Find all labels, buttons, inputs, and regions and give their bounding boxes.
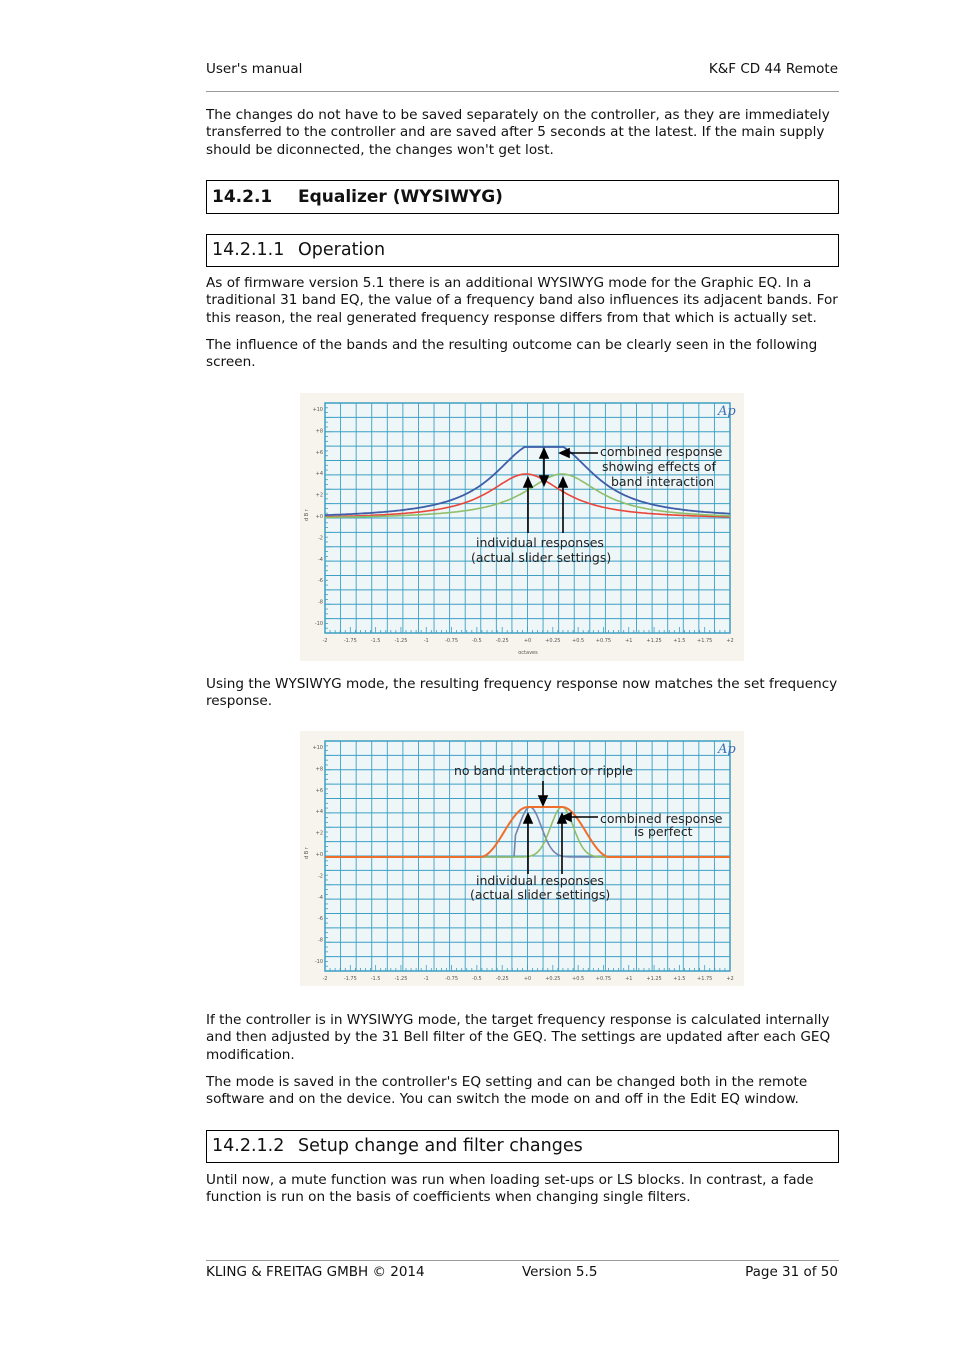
annotation-combined-line1: combined response	[600, 444, 723, 459]
x-tick-label: +0.75	[595, 638, 612, 644]
x-tick-label: -2	[322, 976, 328, 982]
subsection-title: Operation	[298, 240, 386, 260]
x-tick-label: -0.25	[495, 976, 509, 982]
x-tick-label: -0.75	[445, 976, 459, 982]
annotation-combined	[600, 444, 723, 489]
x-tick-label: +1.75	[697, 638, 713, 644]
section-heading	[206, 180, 839, 214]
subsection-number: 14.2.1.2	[212, 1136, 285, 1156]
annotation-combined-line3: band interaction	[611, 474, 715, 489]
y-tick-label: -4	[318, 894, 323, 901]
header-doc-type: User's manual	[206, 61, 303, 77]
annotation-no-interaction: no band interaction or ripple	[454, 763, 633, 778]
y-tick-label: +2	[315, 492, 323, 499]
x-tick-label: -1	[423, 976, 429, 982]
y-tick-label: +2	[315, 830, 323, 837]
x-tick-label: -1.25	[394, 638, 408, 644]
x-tick-label: +0	[523, 976, 532, 982]
footer-version: Version 5.5	[522, 1264, 598, 1280]
annotation-individual-line2: (actual slider settings)	[471, 550, 612, 565]
y-axis-label: d B r	[304, 847, 310, 859]
x-tick-label: -1.5	[370, 976, 381, 982]
annotation-individual-line1: individual responses	[476, 873, 604, 888]
y-tick-label: -10	[314, 621, 323, 627]
x-tick-label: +0.5	[572, 976, 585, 982]
setup-paragraph: Until now, a mute function was run when loading set-ups or LS blocks. In contrast, a fade function is run on the basis of coefficients when changing single filters.	[206, 1172, 814, 1206]
y-tick-label: -4	[318, 556, 323, 563]
y-axis-label: d B r	[304, 509, 310, 521]
y-tick-label: +10	[312, 407, 323, 413]
footer-divider	[206, 1260, 839, 1261]
y-tick-label: -2	[318, 873, 323, 880]
ap-logo: Ap	[718, 404, 736, 419]
wysiwyg-paragraph-1: If the controller is in WYSIWYG mode, the target frequency response is calculated internally and then adjusted by the 31 Bell filter of the GEQ. The settings are updated after each GEQ modification.	[206, 1012, 831, 1063]
x-tick-label: -2	[322, 638, 328, 644]
y-tick-label: +4	[315, 471, 323, 478]
operation-paragraph-1: As of firmware version 5.1 there is an additional WYSIWYG mode for the Graphic EQ. In a traditional 31 band EQ, the value of a frequency band also influences its adjacent bands. For this reason, the real generated frequency response differs from that which is actually set.	[206, 275, 838, 326]
x-tick-label: -0.25	[495, 638, 509, 644]
subsection-number: 14.2.1.1	[212, 240, 285, 260]
x-tick-label: -1.25	[394, 976, 408, 982]
annotation-combined-line2: is perfect	[634, 824, 693, 839]
x-tick-label: -1.75	[343, 976, 357, 982]
x-tick-label: +0	[523, 638, 532, 644]
wysiwyg-intro-paragraph: Using the WYSIWYG mode, the resulting frequency response now matches the set frequency response.	[206, 676, 838, 710]
header-divider	[206, 91, 839, 92]
y-tick-label: +4	[315, 809, 323, 816]
wysiwyg-response-graph	[300, 731, 744, 986]
x-axis-label: octaves	[518, 650, 538, 656]
y-tick-label: +6	[315, 449, 323, 456]
wysiwyg-paragraph-2: The mode is saved in the controller's EQ setting and can be changed both in the remote software and on the device. You can switch the mode on and off in the Edit EQ window.	[206, 1074, 808, 1108]
x-tick-label: -0.75	[445, 638, 459, 644]
subsection-heading-operation	[206, 234, 839, 267]
x-tick-label: +1.5	[673, 976, 686, 982]
x-tick-label: +1.25	[646, 976, 662, 982]
x-tick-label: +0.5	[572, 638, 585, 644]
y-tick-label: +8	[315, 428, 323, 435]
subsection-heading-setup	[206, 1130, 839, 1163]
y-tick-label: -10	[314, 959, 323, 965]
y-tick-label: -6	[318, 578, 323, 585]
x-tick-label: +2	[726, 976, 734, 982]
x-tick-label: +1.25	[646, 638, 662, 644]
x-tick-label: -1	[423, 638, 429, 644]
x-tick-label: +1	[625, 976, 633, 982]
annotation-individual	[470, 873, 610, 902]
x-tick-label: +0.75	[595, 976, 612, 982]
y-tick-label: -2	[318, 535, 323, 542]
annotation-individual-line1: individual responses	[476, 535, 604, 550]
x-tick-label: -0.5	[471, 976, 482, 982]
subsection-title: Setup change and filter changes	[298, 1136, 583, 1156]
x-tick-label: -1.75	[343, 638, 357, 644]
x-tick-label: -0.5	[471, 638, 482, 644]
operation-paragraph-2: The influence of the bands and the resulting outcome can be clearly seen in the following screen.	[206, 337, 818, 371]
x-tick-label: +1	[625, 638, 633, 644]
y-tick-label: -8	[318, 599, 323, 606]
section-title: Equalizer (WYSIWYG)	[298, 187, 503, 207]
y-tick-label: -6	[318, 916, 323, 923]
x-tick-label: -1.5	[370, 638, 381, 644]
y-tick-label: -8	[318, 937, 323, 944]
y-tick-label: +0	[315, 852, 323, 858]
y-tick-label: +6	[315, 787, 323, 794]
footer-company: KLING & FREITAG GMBH © 2014	[206, 1264, 425, 1280]
x-tick-label: +1.75	[697, 976, 713, 982]
annotation-individual-line2: (actual slider settings)	[470, 887, 611, 902]
x-tick-label: +0.25	[545, 976, 561, 982]
y-tick-label: +8	[315, 766, 323, 773]
annotation-individual	[471, 535, 611, 565]
x-tick-label: +1.5	[673, 638, 686, 644]
x-tick-label: +2	[726, 638, 734, 644]
y-tick-label: +10	[312, 745, 323, 751]
annotation-combined-line1: combined response	[600, 811, 723, 826]
header-product: K&F CD 44 Remote	[708, 61, 838, 77]
section-number: 14.2.1	[212, 187, 273, 207]
annotation-combined-line2: showing effects of	[602, 459, 716, 474]
figure-band-interaction	[300, 393, 744, 661]
x-tick-label: +0.25	[545, 638, 561, 644]
intro-paragraph: The changes do not have to be saved separately on the controller, as they are immediately transferred to the controller and are saved after 5 seconds at the latest. If the main supply should be diconnected, the changes won't get lost.	[206, 107, 830, 158]
band-interaction-graph	[300, 393, 744, 661]
figure-wysiwyg-response	[300, 731, 744, 986]
footer-page-number: Page 31 of 50	[745, 1264, 838, 1280]
ap-logo: Ap	[718, 742, 736, 757]
y-tick-label: +0	[315, 514, 323, 520]
